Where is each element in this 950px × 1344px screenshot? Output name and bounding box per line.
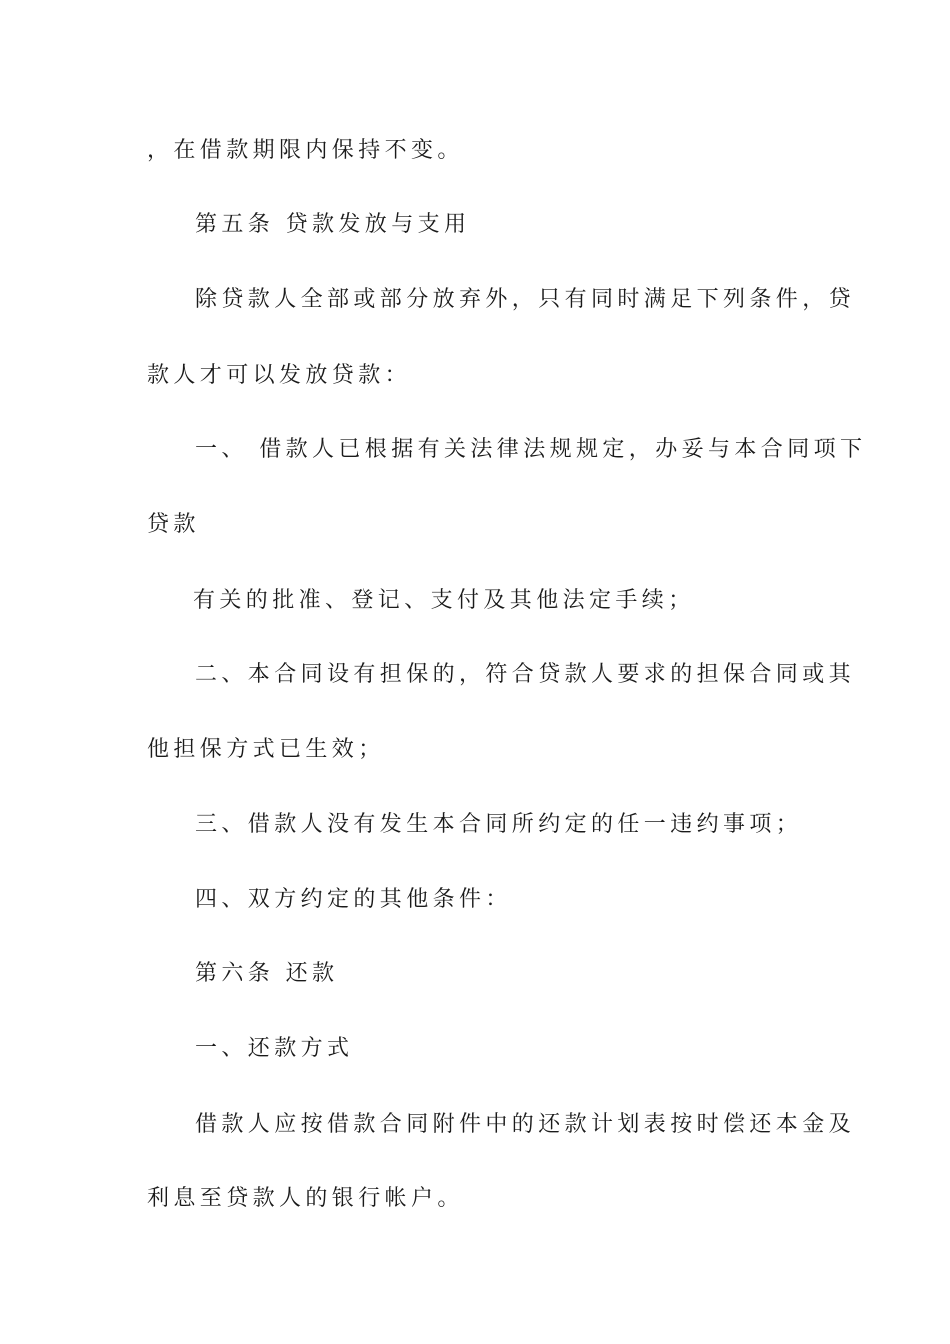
list-item-1: 一、 借款人已根据有关法律法规规定，办妥与本合同项下 [195,437,867,462]
text-line: 利息至贷款人的银行帐户。 [147,1186,464,1211]
list-item-3: 三、借款人没有发生本合同所约定的任一违约事项； [195,812,803,837]
text-line: 借款人应按借款合同附件中的还款计划表按时偿还本金及 [195,1112,856,1137]
text-line: 除贷款人全部或部分放弃外，只有同时满足下列条件，贷 [195,287,856,312]
list-item-4: 四、双方约定的其他条件： [195,887,512,912]
text-line: 贷款 [147,512,200,537]
text-line: ，在借款期限内保持不变。 [147,138,464,163]
section-heading-article-5: 第五条 贷款发放与支用 [195,212,471,237]
text-line: 款人才可以发放贷款： [147,363,412,388]
text-line: 他担保方式已生效； [147,737,385,762]
section-heading-article-6: 第六条 还款 [195,961,339,986]
text-line: 有关的批准、登记、支付及其他法定手续； [193,588,695,613]
list-item-2: 二、本合同设有担保的，符合贷款人要求的担保合同或其 [195,662,856,687]
subsection-heading: 一、还款方式 [195,1036,354,1061]
